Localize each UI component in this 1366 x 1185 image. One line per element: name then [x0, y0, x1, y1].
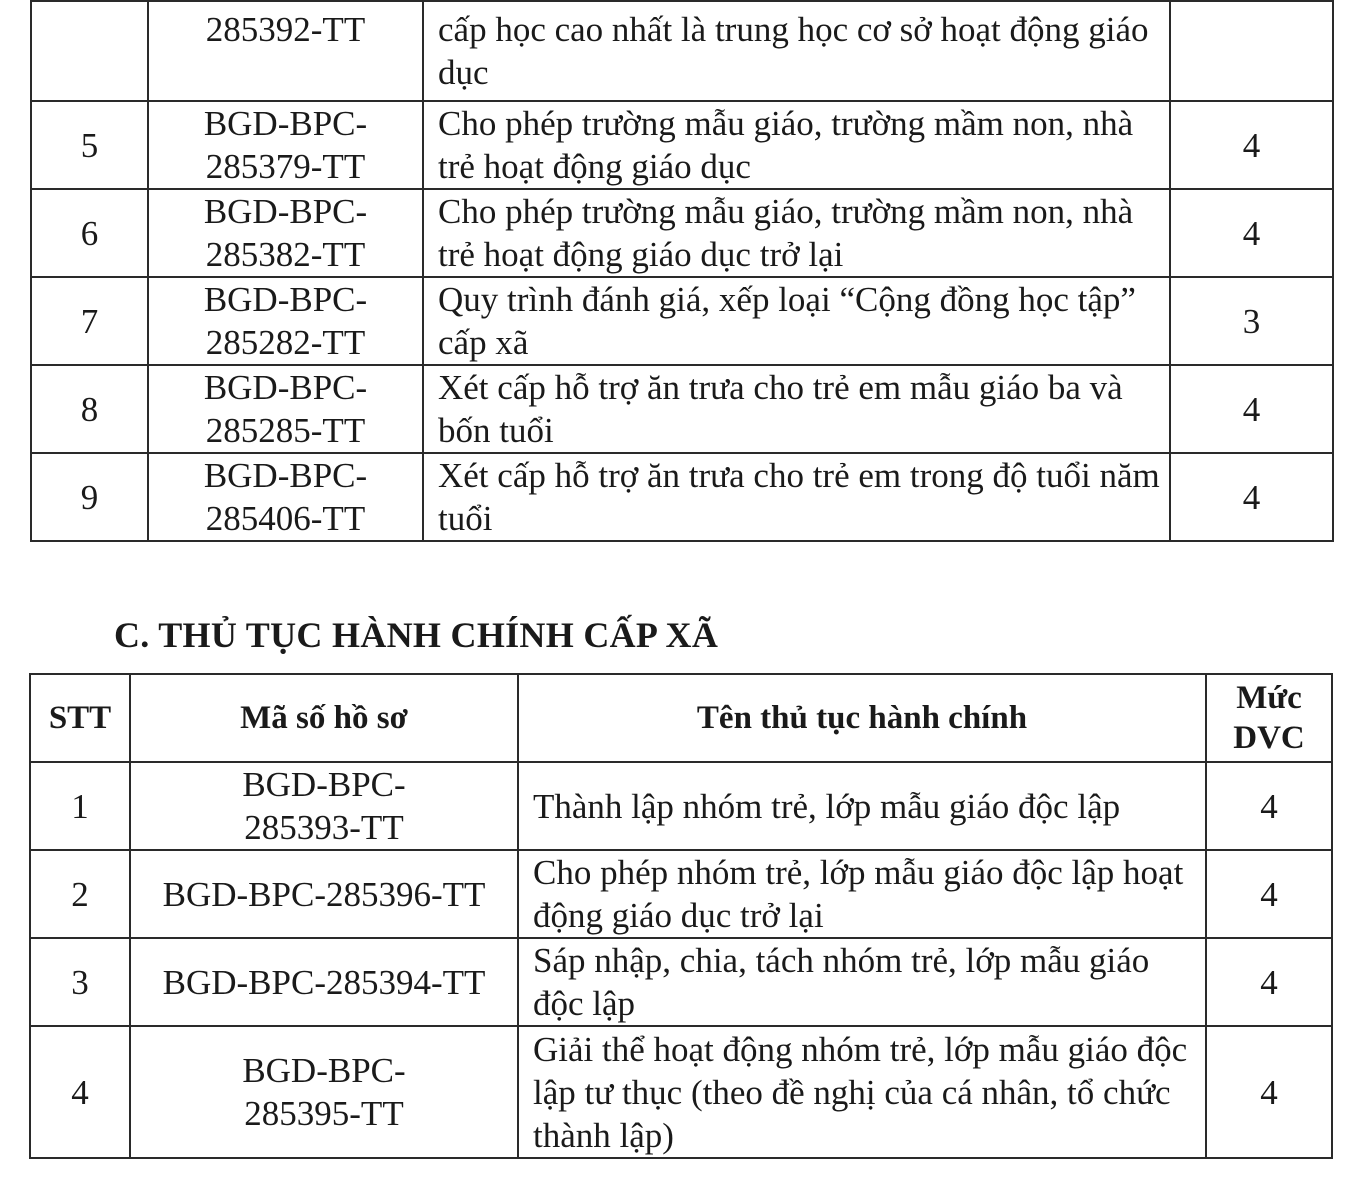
procedure-name-cell: Xét cấp hỗ trợ ăn trưa cho trẻ em trong độ tuổi năm tuổi	[423, 453, 1170, 541]
procedure-name-cell: cấp học cao nhất là trung học cơ sở hoạt động giáo dục	[423, 1, 1170, 101]
table-row	[30, 850, 1332, 938]
table-row	[31, 277, 1333, 365]
code-line: BGD-BPC-	[203, 368, 368, 407]
level-cell: 4	[1206, 850, 1332, 938]
stt-cell: 5	[31, 101, 148, 189]
level-cell: 4	[1170, 453, 1333, 541]
level-cell: 4	[1170, 365, 1333, 453]
procedure-name-cell: Sáp nhập, chia, tách nhóm trẻ, lớp mẫu giáo độc lập	[518, 938, 1206, 1026]
code-cell	[130, 938, 518, 1026]
header-name: Tên thủ tục hành chính	[518, 674, 1206, 762]
stt-cell: 4	[30, 1026, 130, 1158]
code-cell	[130, 850, 518, 938]
code-cell	[148, 101, 423, 189]
header-stt: STT	[30, 674, 130, 762]
procedure-name-cell: Cho phép trường mẫu giáo, trường mầm non, nhà trẻ hoạt động giáo dục	[423, 101, 1170, 189]
procedure-name-cell: Cho phép nhóm trẻ, lớp mẫu giáo độc lập hoạt động giáo dục trở lại	[518, 850, 1206, 938]
stt-cell: 6	[31, 189, 148, 277]
table-header-row	[30, 674, 1332, 762]
code-cell	[148, 453, 423, 541]
code-line: BGD-BPC-	[203, 192, 368, 231]
code-line: BGD-BPC-	[242, 765, 406, 804]
header-code: Mã số hồ sơ	[130, 674, 518, 762]
code-cell	[148, 1, 423, 101]
level-cell: 4	[1206, 938, 1332, 1026]
table-row	[31, 453, 1333, 541]
table-row	[31, 101, 1333, 189]
table-row	[30, 1026, 1332, 1158]
code-line: BGD-BPC-285394-TT	[162, 962, 486, 1002]
code-line: BGD-BPC-	[203, 104, 368, 143]
code-line: 285392-TT	[205, 10, 366, 49]
stt-cell: 2	[30, 850, 130, 938]
code-line: 285285-TT	[205, 411, 366, 450]
table-row	[31, 365, 1333, 453]
section-c-title: C. THỦ TỤC HÀNH CHÍNH CẤP XÃ	[114, 615, 719, 655]
code-cell	[130, 762, 518, 850]
procedures-table-continued	[30, 0, 1334, 542]
code-cell	[148, 365, 423, 453]
procedure-name-cell: Xét cấp hỗ trợ ăn trưa cho trẻ em mẫu giáo ba và bốn tuổi	[423, 365, 1170, 453]
code-cell	[148, 189, 423, 277]
procedure-name-cell: Thành lập nhóm trẻ, lớp mẫu giáo độc lập	[518, 762, 1206, 850]
table-row	[31, 189, 1333, 277]
level-cell	[1170, 1, 1333, 101]
stt-cell: 3	[30, 938, 130, 1026]
header-level-line: Mức	[1236, 680, 1302, 716]
header-level	[1206, 674, 1332, 762]
code-line: BGD-BPC-	[242, 1051, 406, 1090]
table-row	[30, 938, 1332, 1026]
code-line: BGD-BPC-285396-TT	[162, 874, 486, 914]
procedure-name-cell: Quy trình đánh giá, xếp loại “Cộng đồng học tập” cấp xã	[423, 277, 1170, 365]
code-line: 285282-TT	[205, 323, 366, 362]
code-line: 285393-TT	[244, 808, 404, 847]
level-cell: 4	[1206, 762, 1332, 850]
procedure-name-cell: Giải thể hoạt động nhóm trẻ, lớp mẫu giáo độc lập tư thục (theo đề nghị của cá nhân, tổ chức thành lập)	[518, 1026, 1206, 1158]
level-cell: 4	[1206, 1026, 1332, 1158]
stt-cell: 1	[30, 762, 130, 850]
code-line: 285406-TT	[205, 499, 366, 538]
code-line: BGD-BPC-	[203, 280, 368, 319]
procedure-name-cell: Cho phép trường mẫu giáo, trường mầm non, nhà trẻ hoạt động giáo dục trở lại	[423, 189, 1170, 277]
code-line: 285382-TT	[205, 235, 366, 274]
level-cell: 4	[1170, 101, 1333, 189]
code-line: 285379-TT	[205, 147, 366, 186]
stt-cell: 9	[31, 453, 148, 541]
stt-cell: 8	[31, 365, 148, 453]
code-cell	[130, 1026, 518, 1158]
header-level-line: DVC	[1233, 720, 1305, 756]
table-row	[31, 1, 1333, 101]
code-cell	[148, 277, 423, 365]
level-cell: 4	[1170, 189, 1333, 277]
stt-cell	[31, 1, 148, 101]
level-cell: 3	[1170, 277, 1333, 365]
commune-procedures-table	[29, 673, 1333, 1159]
code-line: 285395-TT	[244, 1094, 404, 1133]
table-row	[30, 762, 1332, 850]
stt-cell: 7	[31, 277, 148, 365]
code-line: BGD-BPC-	[203, 456, 368, 495]
